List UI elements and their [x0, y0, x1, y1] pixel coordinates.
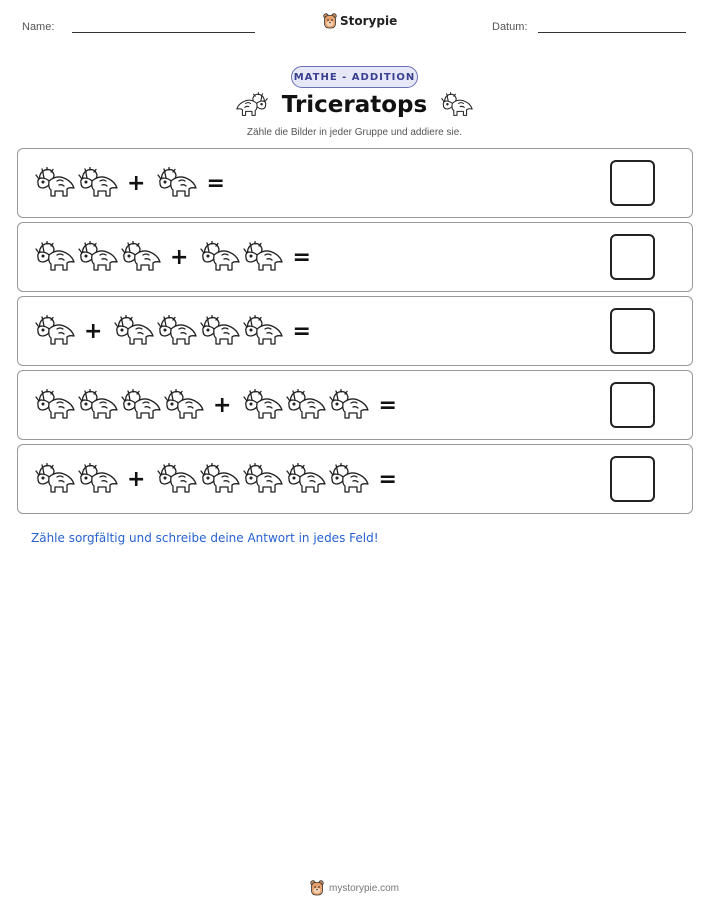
plus-sign: +: [213, 392, 232, 418]
answer-box[interactable]: [610, 382, 655, 428]
date-label: Datum:: [492, 21, 528, 33]
triceratops-icon: [35, 167, 75, 199]
triceratops-icon: [121, 389, 161, 421]
name-field-line[interactable]: [72, 32, 255, 33]
equals-sign: =: [292, 244, 311, 270]
triceratops-icon: [164, 389, 204, 421]
triceratops-icon: [157, 315, 197, 347]
triceratops-icon: [286, 389, 326, 421]
left-group: [35, 463, 121, 495]
triceratops-icon: [200, 315, 240, 347]
triceratops-icon: [243, 389, 283, 421]
triceratops-icon: [35, 463, 75, 495]
problem-row: [17, 222, 693, 292]
plus-sign: +: [127, 170, 146, 196]
answer-box[interactable]: [610, 160, 655, 206]
name-label: Name:: [22, 21, 55, 33]
answer-box[interactable]: [610, 456, 655, 502]
triceratops-icon: [236, 92, 268, 118]
equals-sign: =: [378, 466, 397, 492]
answer-box[interactable]: [610, 234, 655, 280]
right-group: [157, 463, 372, 495]
title-row: [0, 92, 709, 118]
date-field-line[interactable]: [538, 32, 686, 33]
problem-list: [17, 148, 693, 518]
bear-logo-icon: [310, 880, 324, 896]
triceratops-icon: [78, 463, 118, 495]
triceratops-icon: [35, 241, 75, 273]
triceratops-icon: [243, 463, 283, 495]
triceratops-icon: [286, 463, 326, 495]
bear-logo-icon: [323, 13, 337, 29]
plus-sign: +: [170, 244, 189, 270]
brand-name: Storypie: [340, 14, 398, 28]
triceratops-icon: [329, 389, 369, 421]
triceratops-icon: [78, 167, 118, 199]
page-subtitle: Zähle die Bilder in jeder Gruppe und addiere sie.: [246, 127, 463, 138]
right-group: [200, 241, 286, 273]
left-group: [35, 241, 164, 273]
equals-sign: =: [378, 392, 397, 418]
triceratops-icon: [243, 241, 283, 273]
triceratops-icon: [78, 241, 118, 273]
triceratops-icon: [157, 167, 197, 199]
problem-row: [17, 296, 693, 366]
left-group: [35, 167, 121, 199]
triceratops-icon: [35, 315, 75, 347]
triceratops-icon: [121, 241, 161, 273]
triceratops-icon: [157, 463, 197, 495]
problem-row: [17, 148, 693, 218]
triceratops-icon: [441, 92, 473, 118]
left-group: [35, 315, 78, 347]
answer-box[interactable]: [610, 308, 655, 354]
triceratops-icon: [200, 241, 240, 273]
triceratops-icon: [114, 315, 154, 347]
brand-logo: [323, 13, 397, 29]
instruction-text: Zähle sorgfältig und schreibe deine Antwort in jedes Feld!: [31, 531, 379, 545]
right-group: [114, 315, 286, 347]
left-group: [35, 389, 207, 421]
triceratops-icon: [78, 389, 118, 421]
footer: [0, 880, 709, 896]
page-title: Triceratops: [281, 92, 428, 118]
triceratops-icon: [329, 463, 369, 495]
subject-badge: MATHE - ADDITION: [291, 66, 418, 88]
right-group: [157, 167, 200, 199]
right-group: [243, 389, 372, 421]
equals-sign: =: [292, 318, 311, 344]
problem-row: [17, 370, 693, 440]
plus-sign: +: [84, 318, 103, 344]
problem-row: [17, 444, 693, 514]
equals-sign: =: [206, 170, 225, 196]
triceratops-icon: [243, 315, 283, 347]
plus-sign: +: [127, 466, 146, 492]
triceratops-icon: [35, 389, 75, 421]
triceratops-icon: [200, 463, 240, 495]
footer-url: mystorypie.com: [328, 882, 399, 894]
